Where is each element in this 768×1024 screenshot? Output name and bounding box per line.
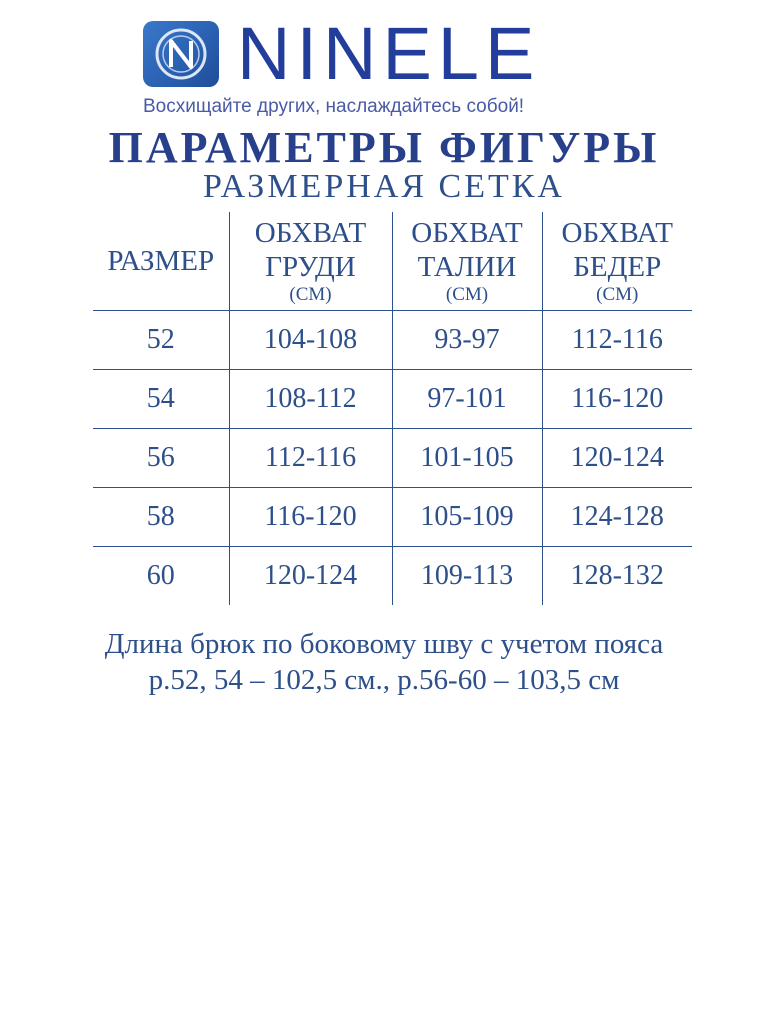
header-size [93, 212, 229, 311]
header-chest-line2: ГРУДИ [265, 251, 356, 283]
table-row [93, 488, 692, 547]
table-row [93, 547, 692, 606]
cell-size: 60 [146, 560, 175, 591]
header-waist [392, 212, 542, 311]
brand-wordmark: NINELE [237, 12, 541, 95]
page-subtitle: РАЗМЕРНАЯ СЕТКА [203, 168, 565, 205]
table-row [93, 370, 692, 429]
cell-size: 58 [93, 488, 229, 547]
header-hips-unit: (СМ) [596, 284, 639, 305]
note-line-2: р.52, 54 – 102,5 см., р.56-60 – 103,5 см [148, 664, 620, 696]
header-waist-line1: ОБХВАТ [411, 217, 523, 249]
cell-chest: 104-108 [229, 311, 392, 370]
cell-hips: 116-120 [542, 370, 692, 429]
header-hips-line2: БЕДЕР [573, 251, 662, 283]
size-table [93, 212, 692, 605]
cell-size: 54 [93, 370, 229, 429]
page-title: ПАРАМЕТРЫ ФИГУРЫ [108, 123, 660, 172]
cell-hips: 124-128 [542, 488, 692, 547]
header-chest-line1: ОБХВАТ [254, 217, 367, 249]
table-row [93, 311, 692, 370]
cell-hips: 112-116 [542, 311, 692, 370]
cell-chest: 112-116 [229, 429, 392, 488]
cell-waist: 93-97 [392, 311, 542, 370]
trouser-length-note [0, 626, 768, 698]
cell-waist: 101-105 [392, 429, 542, 488]
table-row [93, 429, 692, 488]
cell-waist: 97-101 [392, 370, 542, 429]
header-hips [542, 212, 692, 311]
cell-size: 56 [93, 429, 229, 488]
cell-hips: 120-124 [542, 429, 692, 488]
logo-badge-icon [143, 21, 219, 87]
cell-chest: 108-112 [229, 370, 392, 429]
logo-n-emblem-icon [151, 25, 211, 83]
cell-waist: 109-113 [392, 547, 542, 606]
cell-size: 52 [93, 311, 229, 370]
cell-waist: 105-109 [392, 488, 542, 547]
logo [143, 12, 541, 95]
header-waist-line2: ТАЛИИ [417, 251, 517, 283]
header-chest-unit: (СМ) [289, 284, 332, 305]
cell-chest: 116-120 [229, 488, 392, 547]
header-waist-unit: (СМ) [445, 284, 489, 305]
table-header-row [93, 212, 692, 311]
header-hips-line1: ОБХВАТ [561, 217, 673, 249]
brand-slogan: Восхищайте других, наслаждайтесь собой! [143, 96, 525, 117]
note-line-1: Длина брюк по боковому шву с учетом пояса [104, 628, 664, 660]
cell-hips: 128-132 [542, 547, 692, 606]
header-chest [229, 212, 392, 311]
cell-chest: 120-124 [229, 547, 392, 606]
header-size-label: РАЗМЕР [107, 244, 215, 277]
